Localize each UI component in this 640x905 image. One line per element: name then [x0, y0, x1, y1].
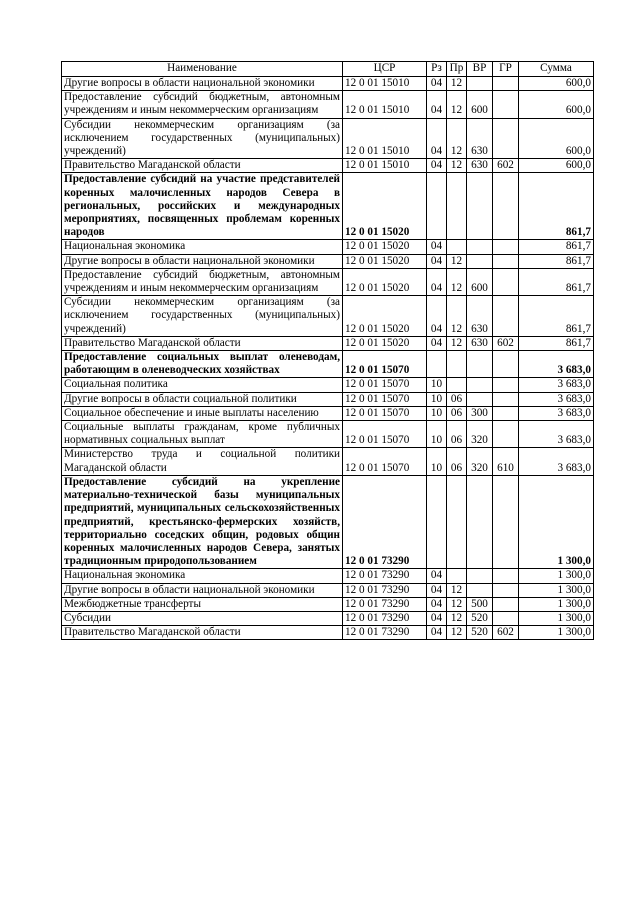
header-csr: ЦСР [343, 62, 427, 77]
table-row [62, 378, 594, 392]
cell-vr: 630 [467, 118, 493, 159]
cell-csr: 12 0 01 73290 [343, 626, 427, 640]
cell-rz: 04 [427, 254, 447, 268]
cell-name: Субсидии некоммерческим организациям (за исключением государственных (муниципальных) учреждений) [62, 296, 343, 337]
cell-sum: 1 300,0 [519, 626, 594, 640]
cell-pr: 06 [447, 448, 467, 475]
cell-sum: 861,7 [519, 254, 594, 268]
cell-rz: 10 [427, 406, 447, 420]
table-row [62, 118, 594, 159]
table-row [62, 159, 594, 173]
cell-csr: 12 0 01 73290 [343, 569, 427, 583]
cell-pr [447, 173, 467, 240]
cell-pr: 12 [447, 77, 467, 91]
cell-sum: 3 683,0 [519, 421, 594, 448]
cell-pr: 12 [447, 296, 467, 337]
cell-pr: 06 [447, 392, 467, 406]
cell-rz: 10 [427, 392, 447, 406]
table-row [62, 392, 594, 406]
cell-pr [447, 475, 467, 568]
cell-csr: 12 0 01 15070 [343, 448, 427, 475]
cell-name: Предоставление субсидий бюджетным, автономным учреждениям и иным некоммерческим организациям [62, 91, 343, 118]
cell-rz: 04 [427, 91, 447, 118]
table-row [62, 296, 594, 337]
cell-name: Другие вопросы в области социальной политики [62, 392, 343, 406]
cell-pr [447, 378, 467, 392]
table-body [62, 77, 594, 640]
cell-gr: 602 [493, 336, 519, 350]
table-row [62, 611, 594, 625]
cell-sum: 861,7 [519, 268, 594, 295]
cell-vr [467, 569, 493, 583]
cell-rz: 10 [427, 378, 447, 392]
cell-rz [427, 475, 447, 568]
cell-name: Предоставление субсидий на участие представителей коренных малочисленных народов Севера в региональных, российских и международных мероприятиях, посвященных проблемам коренных народов [62, 173, 343, 240]
header-sum: Сумма [519, 62, 594, 77]
cell-name: Предоставление субсидий на укрепление материально-технической базы муниципальных предприятий, муниципальных сельскохозяйственных предприятий, крестьянско-фермерских хозяйств, территориально соседских общин, родовых общин коренных малочисленных народов Севера, занятых традиционным природопользованием [62, 475, 343, 568]
cell-gr [493, 77, 519, 91]
cell-vr [467, 475, 493, 568]
cell-gr [493, 597, 519, 611]
cell-name: Предоставление субсидий бюджетным, автономным учреждениям и иным некоммерческим организациям [62, 268, 343, 295]
cell-vr: 630 [467, 336, 493, 350]
cell-rz [427, 173, 447, 240]
cell-csr: 12 0 01 15010 [343, 118, 427, 159]
header-pr: Пр [447, 62, 467, 77]
table-row [62, 475, 594, 568]
cell-name: Социальные выплаты гражданам, кроме публичных нормативных социальных выплат [62, 421, 343, 448]
cell-sum: 1 300,0 [519, 569, 594, 583]
table-row [62, 268, 594, 295]
cell-sum: 3 683,0 [519, 448, 594, 475]
cell-rz: 04 [427, 118, 447, 159]
table-row [62, 406, 594, 420]
table-row [62, 351, 594, 378]
table-row [62, 448, 594, 475]
cell-sum: 600,0 [519, 91, 594, 118]
cell-sum: 3 683,0 [519, 378, 594, 392]
cell-name: Социальное обеспечение и иные выплаты населению [62, 406, 343, 420]
cell-vr [467, 378, 493, 392]
cell-csr: 12 0 01 73290 [343, 597, 427, 611]
cell-csr: 12 0 01 15070 [343, 421, 427, 448]
table-row [62, 597, 594, 611]
cell-sum: 861,7 [519, 173, 594, 240]
cell-pr: 12 [447, 336, 467, 350]
cell-rz: 04 [427, 583, 447, 597]
cell-pr: 12 [447, 626, 467, 640]
cell-vr [467, 254, 493, 268]
cell-name: Правительство Магаданской области [62, 159, 343, 173]
cell-sum: 861,7 [519, 240, 594, 254]
table-row [62, 173, 594, 240]
cell-vr [467, 240, 493, 254]
cell-vr: 520 [467, 611, 493, 625]
cell-gr [493, 296, 519, 337]
cell-sum: 3 683,0 [519, 406, 594, 420]
cell-name: Другие вопросы в области национальной экономики [62, 77, 343, 91]
budget-table [61, 61, 594, 640]
cell-name: Национальная экономика [62, 569, 343, 583]
cell-vr [467, 392, 493, 406]
cell-gr [493, 569, 519, 583]
cell-rz: 04 [427, 240, 447, 254]
cell-pr: 12 [447, 597, 467, 611]
cell-rz: 04 [427, 597, 447, 611]
cell-pr: 12 [447, 254, 467, 268]
cell-pr: 12 [447, 583, 467, 597]
cell-rz: 04 [427, 159, 447, 173]
cell-pr: 12 [447, 611, 467, 625]
cell-vr [467, 77, 493, 91]
cell-csr: 12 0 01 73290 [343, 475, 427, 568]
cell-vr: 600 [467, 268, 493, 295]
cell-vr: 300 [467, 406, 493, 420]
cell-gr [493, 378, 519, 392]
cell-csr: 12 0 01 73290 [343, 583, 427, 597]
cell-sum: 600,0 [519, 77, 594, 91]
cell-gr [493, 91, 519, 118]
header-name: Наименование [62, 62, 343, 77]
cell-gr: 602 [493, 626, 519, 640]
cell-rz: 10 [427, 448, 447, 475]
cell-rz: 04 [427, 268, 447, 295]
cell-csr: 12 0 01 15020 [343, 268, 427, 295]
cell-gr [493, 421, 519, 448]
cell-gr [493, 351, 519, 378]
cell-gr [493, 406, 519, 420]
cell-name: Межбюджетные трансферты [62, 597, 343, 611]
cell-pr: 12 [447, 159, 467, 173]
cell-rz: 04 [427, 626, 447, 640]
cell-rz: 10 [427, 421, 447, 448]
cell-pr [447, 351, 467, 378]
cell-name: Субсидии [62, 611, 343, 625]
header-gr: ГР [493, 62, 519, 77]
cell-csr: 12 0 01 15020 [343, 173, 427, 240]
table-row [62, 626, 594, 640]
cell-gr [493, 240, 519, 254]
header-rz: Рз [427, 62, 447, 77]
table-row [62, 77, 594, 91]
cell-gr [493, 118, 519, 159]
cell-sum: 1 300,0 [519, 597, 594, 611]
table-row [62, 254, 594, 268]
table-row [62, 240, 594, 254]
cell-vr: 520 [467, 626, 493, 640]
cell-csr: 12 0 01 15070 [343, 378, 427, 392]
cell-vr [467, 351, 493, 378]
cell-rz: 04 [427, 336, 447, 350]
table-row [62, 569, 594, 583]
cell-rz: 04 [427, 296, 447, 337]
table-header-row [62, 62, 594, 77]
cell-name: Предоставление социальных выплат оленеводам, работающим в оленеводческих хозяйствах [62, 351, 343, 378]
cell-gr [493, 475, 519, 568]
cell-pr [447, 569, 467, 583]
cell-sum: 1 300,0 [519, 583, 594, 597]
cell-gr: 610 [493, 448, 519, 475]
cell-rz: 04 [427, 77, 447, 91]
cell-name: Субсидии некоммерческим организациям (за исключением государственных (муниципальных) учреждений) [62, 118, 343, 159]
cell-csr: 12 0 01 15070 [343, 351, 427, 378]
cell-pr: 06 [447, 421, 467, 448]
cell-pr [447, 240, 467, 254]
cell-csr: 12 0 01 15020 [343, 296, 427, 337]
table-row [62, 421, 594, 448]
cell-gr [493, 611, 519, 625]
cell-sum: 600,0 [519, 159, 594, 173]
cell-name: Социальная политика [62, 378, 343, 392]
cell-vr: 600 [467, 91, 493, 118]
cell-rz: 04 [427, 569, 447, 583]
cell-vr [467, 173, 493, 240]
cell-pr: 12 [447, 118, 467, 159]
cell-csr: 12 0 01 15010 [343, 159, 427, 173]
cell-csr: 12 0 01 15070 [343, 392, 427, 406]
cell-csr: 12 0 01 15020 [343, 254, 427, 268]
cell-vr: 320 [467, 448, 493, 475]
cell-sum: 861,7 [519, 296, 594, 337]
header-vr: ВР [467, 62, 493, 77]
cell-name: Министерство труда и социальной политики Магаданской области [62, 448, 343, 475]
cell-name: Другие вопросы в области национальной экономики [62, 254, 343, 268]
cell-gr [493, 173, 519, 240]
cell-gr [493, 254, 519, 268]
cell-pr: 06 [447, 406, 467, 420]
cell-csr: 12 0 01 73290 [343, 611, 427, 625]
cell-csr: 12 0 01 15010 [343, 91, 427, 118]
cell-name: Национальная экономика [62, 240, 343, 254]
cell-gr: 602 [493, 159, 519, 173]
cell-csr: 12 0 01 15020 [343, 240, 427, 254]
cell-gr [493, 583, 519, 597]
cell-rz: 04 [427, 611, 447, 625]
cell-vr: 630 [467, 296, 493, 337]
cell-name: Правительство Магаданской области [62, 336, 343, 350]
cell-name: Правительство Магаданской области [62, 626, 343, 640]
cell-name: Другие вопросы в области национальной экономики [62, 583, 343, 597]
cell-sum: 1 300,0 [519, 611, 594, 625]
cell-vr: 500 [467, 597, 493, 611]
cell-csr: 12 0 01 15070 [343, 406, 427, 420]
cell-csr: 12 0 01 15020 [343, 336, 427, 350]
cell-csr: 12 0 01 15010 [343, 77, 427, 91]
cell-sum: 3 683,0 [519, 351, 594, 378]
cell-sum: 1 300,0 [519, 475, 594, 568]
cell-sum: 3 683,0 [519, 392, 594, 406]
table-row [62, 91, 594, 118]
cell-sum: 600,0 [519, 118, 594, 159]
cell-rz [427, 351, 447, 378]
table-row [62, 583, 594, 597]
cell-vr [467, 583, 493, 597]
cell-sum: 861,7 [519, 336, 594, 350]
cell-gr [493, 392, 519, 406]
cell-pr: 12 [447, 268, 467, 295]
cell-vr: 320 [467, 421, 493, 448]
table-row [62, 336, 594, 350]
cell-gr [493, 268, 519, 295]
cell-vr: 630 [467, 159, 493, 173]
cell-pr: 12 [447, 91, 467, 118]
